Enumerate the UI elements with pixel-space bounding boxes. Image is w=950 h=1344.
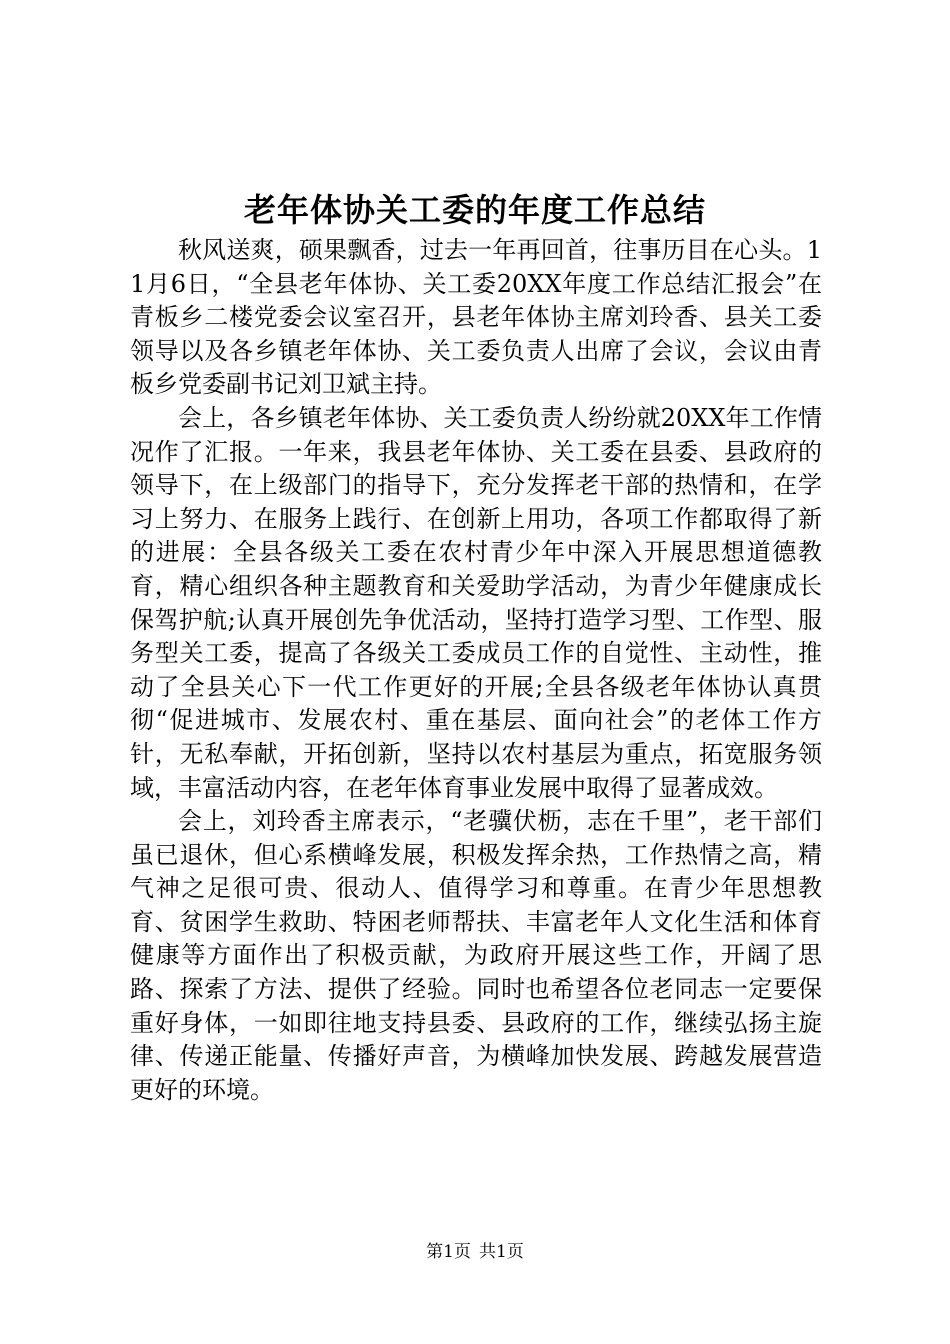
document-title: 老年体协关工委的年度工作总结 (243, 191, 706, 229)
paragraph-1: 秋风送爽，硕果飘香，过去一年再回首，往事历目在心头。11月6日，“全县老年体协、关工委20XX年度工作总结汇报会”在青板乡二楼党委会议室召开，县老年体协主席刘玲香、县关工委领导以及各乡镇老年体协、关工委负责人出席了会议，会议由青板乡党委副书记刘卫斌主持。 (130, 236, 822, 399)
page-number: 第1页 (426, 1242, 471, 1262)
document-body (130, 234, 822, 1107)
paragraph-3: 会上，刘玲香主席表示，“老骥伏枥，志在千里”，老干部们虽已退休，但心系横峰发展，积极发挥余热，工作热情之高，精气神之足很可贵、很动人、值得学习和尊重。在青少年思想教育、贫困学生救助、特困老师帮扶、丰富老年人文化生活和体育健康等方面作出了积极贡献，为政府开展这些工作，开阔了思路、探索了方法、提供了经验。同时也希望各位老同志一定要保重好身体，一如即往地支持县委、县政府的工作，继续弘扬主旋律、传递正能量、传播好声音，为横峰加快发展、跨越发展营造更好的环境。 (130, 807, 822, 1104)
paragraph-2: 会上，各乡镇老年体协、关工委负责人纷纷就20XX年工作情况作了汇报。一年来，我县老年体协、关工委在县委、县政府的领导下，在上级部门的指导下，充分发挥老干部的热情和，在学习上努力、在服务上践行、在创新上用功，各项工作都取得了新的进展：全县各级关工委在农村青少年中深入开展思想道德教育，精心组织各种主题教育和关爱助学活动，为青少年健康成长保驾护航;认真开展创先争优活动，坚持打造学习型、工作型、服务型关工委，提高了各级关工委成员工作的自觉性、主动性，推动了全县关心下一代工作更好的开展;全县各级老年体协认真贯彻“促进城市、发展农村、重在基层、面向社会”的老体工作方针，无私奉献，开拓创新，坚持以农村基层为重点，拓宽服务领域，丰富活动内容，在老年体育事业发展中取得了显著成效。 (130, 403, 822, 802)
page-total: 共1页 (479, 1242, 524, 1262)
page-footer (0, 1240, 950, 1264)
